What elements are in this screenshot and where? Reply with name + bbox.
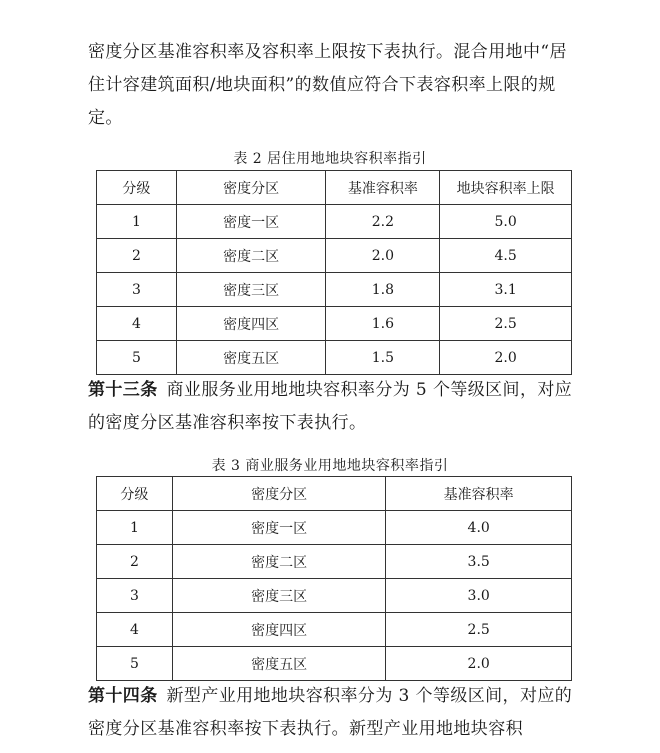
residential-far-table — [96, 170, 572, 375]
table-cell: 2 — [97, 239, 177, 273]
table-header-row — [97, 171, 572, 205]
table-row — [97, 511, 572, 545]
table-cell: 2.0 — [326, 239, 440, 273]
table3-caption: 表 3 商业服务业用地地块容积率指引 — [211, 458, 449, 474]
table-cell: 3.0 — [386, 579, 572, 613]
table-cell: 密度三区 — [176, 273, 326, 307]
table-cell: 2.0 — [386, 647, 572, 681]
table-row — [97, 341, 572, 375]
table-cell: 1.6 — [326, 307, 440, 341]
col-header: 基准容积率 — [386, 477, 572, 511]
commercial-far-table — [96, 476, 572, 681]
table-cell: 密度三区 — [172, 579, 386, 613]
table-cell: 2 — [97, 545, 173, 579]
col-header: 分级 — [97, 171, 177, 205]
intro-paragraph: 密度分区基准容积率及容积率上限按下表执行。混合用地中“居住计容建筑面积/地块面积”的数值应符合下表容积率上限的规定。 — [88, 42, 567, 128]
table-cell: 密度四区 — [172, 613, 386, 647]
table-cell: 2.2 — [326, 205, 440, 239]
table-cell: 3.5 — [386, 545, 572, 579]
table-cell: 2.5 — [440, 307, 572, 341]
article14-text: 新型产业用地地块容积率分为 3 个等级区间，对应的密度分区基准容积率按下表执行。新型产业用地地块容积 — [88, 686, 573, 739]
table-cell: 密度五区 — [172, 647, 386, 681]
table-row — [97, 273, 572, 307]
col-header: 密度分区 — [172, 477, 386, 511]
article14-heading: 第十四条 — [88, 686, 158, 706]
table-row — [97, 579, 572, 613]
table-cell: 3.1 — [440, 273, 572, 307]
table2-caption: 表 2 居住用地地块容积率指引 — [233, 151, 427, 167]
table-row — [97, 205, 572, 239]
article14-paragraph — [88, 680, 578, 746]
table-cell: 密度四区 — [176, 307, 326, 341]
table-row — [97, 545, 572, 579]
article13-paragraph — [88, 374, 578, 440]
table-cell: 1 — [97, 205, 177, 239]
table-row — [97, 239, 572, 273]
col-header: 地块容积率上限 — [440, 171, 572, 205]
col-header: 密度分区 — [176, 171, 326, 205]
col-header: 基准容积率 — [326, 171, 440, 205]
table-cell: 密度二区 — [176, 239, 326, 273]
table-cell: 密度一区 — [176, 205, 326, 239]
table-cell: 2.5 — [386, 613, 572, 647]
table-cell: 5.0 — [440, 205, 572, 239]
table-cell: 4.0 — [386, 511, 572, 545]
article13-text: 商业服务业用地地块容积率分为 5 个等级区间，对应的密度分区基准容积率按下表执行。 — [88, 380, 573, 433]
table-cell: 密度二区 — [172, 545, 386, 579]
table-cell: 密度一区 — [172, 511, 386, 545]
table-cell: 1 — [97, 511, 173, 545]
col-header: 分级 — [97, 477, 173, 511]
table-cell: 2.0 — [440, 341, 572, 375]
article13-heading: 第十三条 — [88, 380, 158, 400]
table-cell: 4 — [97, 613, 173, 647]
table-row — [97, 647, 572, 681]
table-cell: 1.5 — [326, 341, 440, 375]
table-cell: 4 — [97, 307, 177, 341]
table-cell: 1.8 — [326, 273, 440, 307]
table-cell: 密度五区 — [176, 341, 326, 375]
table-row — [97, 307, 572, 341]
table-cell: 4.5 — [440, 239, 572, 273]
table-header-row — [97, 477, 572, 511]
table-cell: 5 — [97, 341, 177, 375]
table-cell: 5 — [97, 647, 173, 681]
table-row — [97, 613, 572, 647]
table-cell: 3 — [97, 579, 173, 613]
table-cell: 3 — [97, 273, 177, 307]
